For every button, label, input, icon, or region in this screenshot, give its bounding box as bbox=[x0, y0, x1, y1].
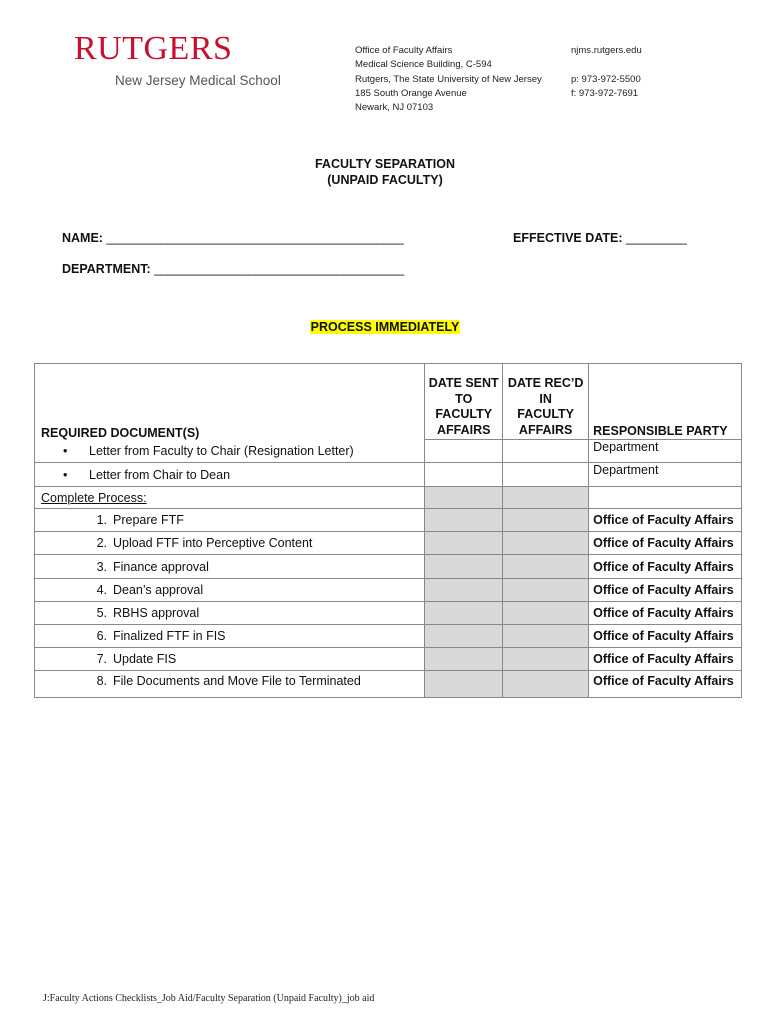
date-sent-cell bbox=[425, 648, 503, 671]
responsible-party-cell: Office of Faculty Affairs bbox=[589, 625, 742, 648]
rutgers-logo: RUTGERS bbox=[74, 30, 233, 67]
date-sent-cell bbox=[425, 509, 503, 532]
step-cell: 1. Prepare FTF bbox=[35, 509, 425, 532]
table-row bbox=[35, 602, 742, 625]
date-sent-cell bbox=[425, 671, 503, 698]
footer-file-path: J:Faculty Actions Checklists_Job Aid/Faculty Separation (Unpaid Faculty)_job aid bbox=[43, 993, 375, 1004]
date-sent-cell bbox=[425, 625, 503, 648]
school-name: New Jersey Medical School bbox=[115, 73, 281, 88]
col-header-documents: REQUIRED DOCUMENT(S) bbox=[35, 364, 425, 440]
date-sent-cell[interactable] bbox=[425, 463, 503, 487]
department-field[interactable] bbox=[62, 262, 404, 276]
address-line: 185 South Orange Avenue bbox=[355, 87, 467, 99]
address-line: Office of Faculty Affairs bbox=[355, 45, 453, 56]
date-received-cell bbox=[503, 579, 589, 602]
col-header-date-received: DATE REC’D IN FACULTY AFFAIRS bbox=[503, 364, 589, 440]
table-row bbox=[35, 509, 742, 532]
table-row bbox=[35, 648, 742, 671]
responsible-party-cell: Office of Faculty Affairs bbox=[589, 532, 742, 555]
table-row bbox=[35, 625, 742, 648]
document-title: FACULTY SEPARATION bbox=[314, 157, 456, 171]
date-received-cell bbox=[503, 509, 589, 532]
address-line: Medical Science Building, C-594 bbox=[355, 59, 492, 71]
name-blank[interactable]: ____________________________________________ bbox=[106, 231, 404, 245]
name-label: NAME: bbox=[62, 231, 103, 245]
responsible-party-cell: Office of Faculty Affairs bbox=[589, 579, 742, 602]
table-row bbox=[35, 671, 742, 698]
document-cell: • Letter from Chair to Dean bbox=[35, 463, 425, 487]
fax: f: 973-972-7691 bbox=[571, 87, 639, 99]
responsible-party-cell: Office of Faculty Affairs bbox=[589, 671, 742, 698]
table-row bbox=[35, 463, 742, 487]
address-line: Rutgers, The State University of New Jersey bbox=[355, 73, 542, 85]
date-received-cell bbox=[503, 602, 589, 625]
office-contact bbox=[571, 44, 642, 101]
step-cell: 2. Upload FTF into Perceptive Content bbox=[35, 532, 425, 555]
responsible-party-cell: Office of Faculty Affairs bbox=[589, 555, 742, 579]
step-cell: 7. Update FIS bbox=[35, 648, 425, 671]
document-cell: • Letter from Faculty to Chair (Resignation Letter) bbox=[35, 440, 425, 463]
date-received-cell bbox=[503, 625, 589, 648]
step-cell: 4. Dean’s approval bbox=[35, 579, 425, 602]
step-cell: 3. Finance approval bbox=[35, 555, 425, 579]
document-subtitle: (UNPAID FACULTY) bbox=[327, 173, 443, 187]
date-sent-cell bbox=[425, 487, 503, 509]
date-received-cell bbox=[503, 555, 589, 579]
responsible-party-cell: Office of Faculty Affairs bbox=[589, 602, 742, 625]
phone: p: 973-972-5500 bbox=[571, 73, 641, 85]
col-header-date-sent: DATE SENT TO FACULTY AFFAIRS bbox=[425, 364, 503, 440]
responsible-party-cell: Office of Faculty Affairs bbox=[589, 648, 742, 671]
name-field[interactable] bbox=[62, 231, 404, 245]
table-row bbox=[35, 440, 742, 463]
checklist-table bbox=[34, 363, 742, 698]
office-address bbox=[355, 44, 542, 115]
department-blank[interactable]: _____________________________________ bbox=[154, 262, 404, 276]
date-sent-cell bbox=[425, 555, 503, 579]
table-row bbox=[35, 579, 742, 602]
date-sent-cell bbox=[425, 532, 503, 555]
date-received-cell bbox=[503, 532, 589, 555]
complete-process-label: Complete Process: bbox=[35, 487, 425, 509]
address-line: Newark, NJ 07103 bbox=[355, 102, 434, 114]
effective-date-field[interactable] bbox=[513, 231, 687, 245]
date-received-cell bbox=[503, 671, 589, 698]
step-cell: 6. Finalized FTF in FIS bbox=[35, 625, 425, 648]
process-immediately-banner: PROCESS IMMEDIATELY bbox=[310, 320, 460, 334]
responsible-party-cell: Office of Faculty Affairs bbox=[589, 509, 742, 532]
responsible-party-cell: Department bbox=[589, 440, 742, 463]
department-label: DEPARTMENT: bbox=[62, 262, 151, 276]
effective-date-blank[interactable]: _________ bbox=[625, 231, 687, 245]
effective-date-label: EFFECTIVE DATE: bbox=[513, 231, 623, 245]
table-row bbox=[35, 532, 742, 555]
date-sent-cell bbox=[425, 579, 503, 602]
responsible-party-cell: Department bbox=[589, 463, 742, 487]
col-header-responsible-party: RESPONSIBLE PARTY bbox=[589, 364, 742, 440]
table-row bbox=[35, 555, 742, 579]
date-received-cell bbox=[503, 648, 589, 671]
step-cell: 5. RBHS approval bbox=[35, 602, 425, 625]
date-sent-cell[interactable] bbox=[425, 440, 503, 463]
responsible-party-cell bbox=[589, 487, 742, 509]
date-sent-cell bbox=[425, 602, 503, 625]
date-received-cell[interactable] bbox=[503, 440, 589, 463]
date-received-cell bbox=[503, 487, 589, 509]
website: njms.rutgers.edu bbox=[571, 45, 642, 56]
table-row bbox=[35, 487, 742, 509]
date-received-cell[interactable] bbox=[503, 463, 589, 487]
table-header-row bbox=[35, 364, 742, 440]
step-cell: 8. File Documents and Move File to Terminated bbox=[35, 671, 425, 698]
